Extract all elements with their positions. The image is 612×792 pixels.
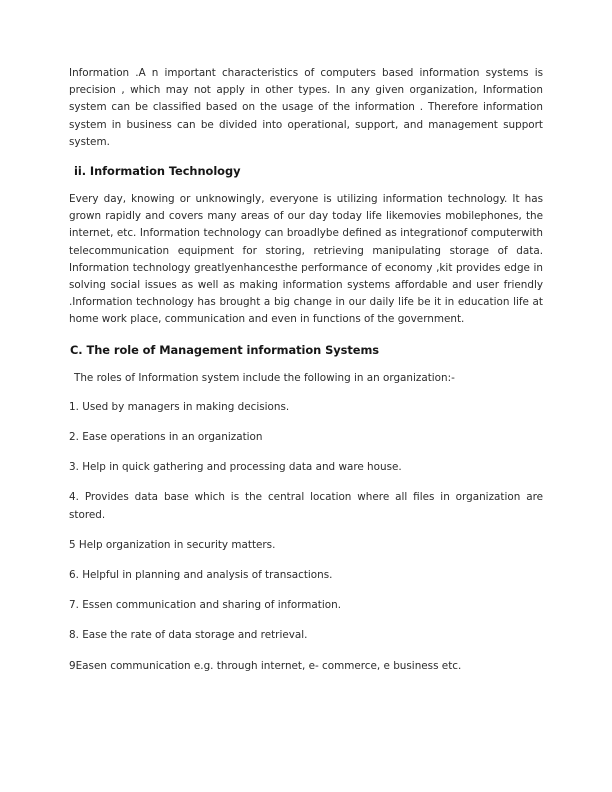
information-technology-paragraph: Every day, knowing or unknowingly, everyone is utilizing information technology. It has grown rapidly and covers many areas of our day today life likemovies mobilephones, the internet, etc. Information technology can broadlybe defined as integrationof computerwith telecommunication equipment for storing, retrieving manipulating storage of data. Information technology greatlyenhancesthe performance of economy ,kit provides edge in solving social issues as well as making information systems affordable and user friendly .Information technology has brought a big change in our daily life be it in education life at home work place, communication and even in functions of the government. [69,193,543,326]
heading-information-technology: ii. Information Technology [74,164,241,179]
roles-list [69,399,543,675]
heading-role-of-mis: C. The role of Management information Systems [70,342,380,357]
document-content [69,65,543,688]
intro-paragraph: Information .A n important characteristics of computers based information systems is precision , which may not apply in other types. In any given organization, Information system can be classified based on the usage of the information . Therefore information system in business can be divided into operational, support, and management support system. [69,67,543,148]
list-item: 4. Provides data base which is the central location where all files in organization are stored. [69,491,543,521]
list-item: 8. Ease the rate of data storage and retrieval. [69,629,308,642]
list-item: 2. Ease operations in an organization [69,431,263,444]
list-item: 7. Essen communication and sharing of information. [69,599,341,612]
list-item: 1. Used by managers in making decisions. [69,400,290,413]
list-item: 9Easen communication e.g. through internet, e- commerce, e business etc. [69,659,462,672]
list-item: 5 Help organization in security matters. [69,538,276,551]
list-item: 3. Help in quick gathering and processing data and ware house. [69,461,402,474]
list-item: 6. Helpful in planning and analysis of transactions. [69,569,333,582]
roles-intro-line: The roles of Information system include the following in an organization:- [74,371,455,384]
